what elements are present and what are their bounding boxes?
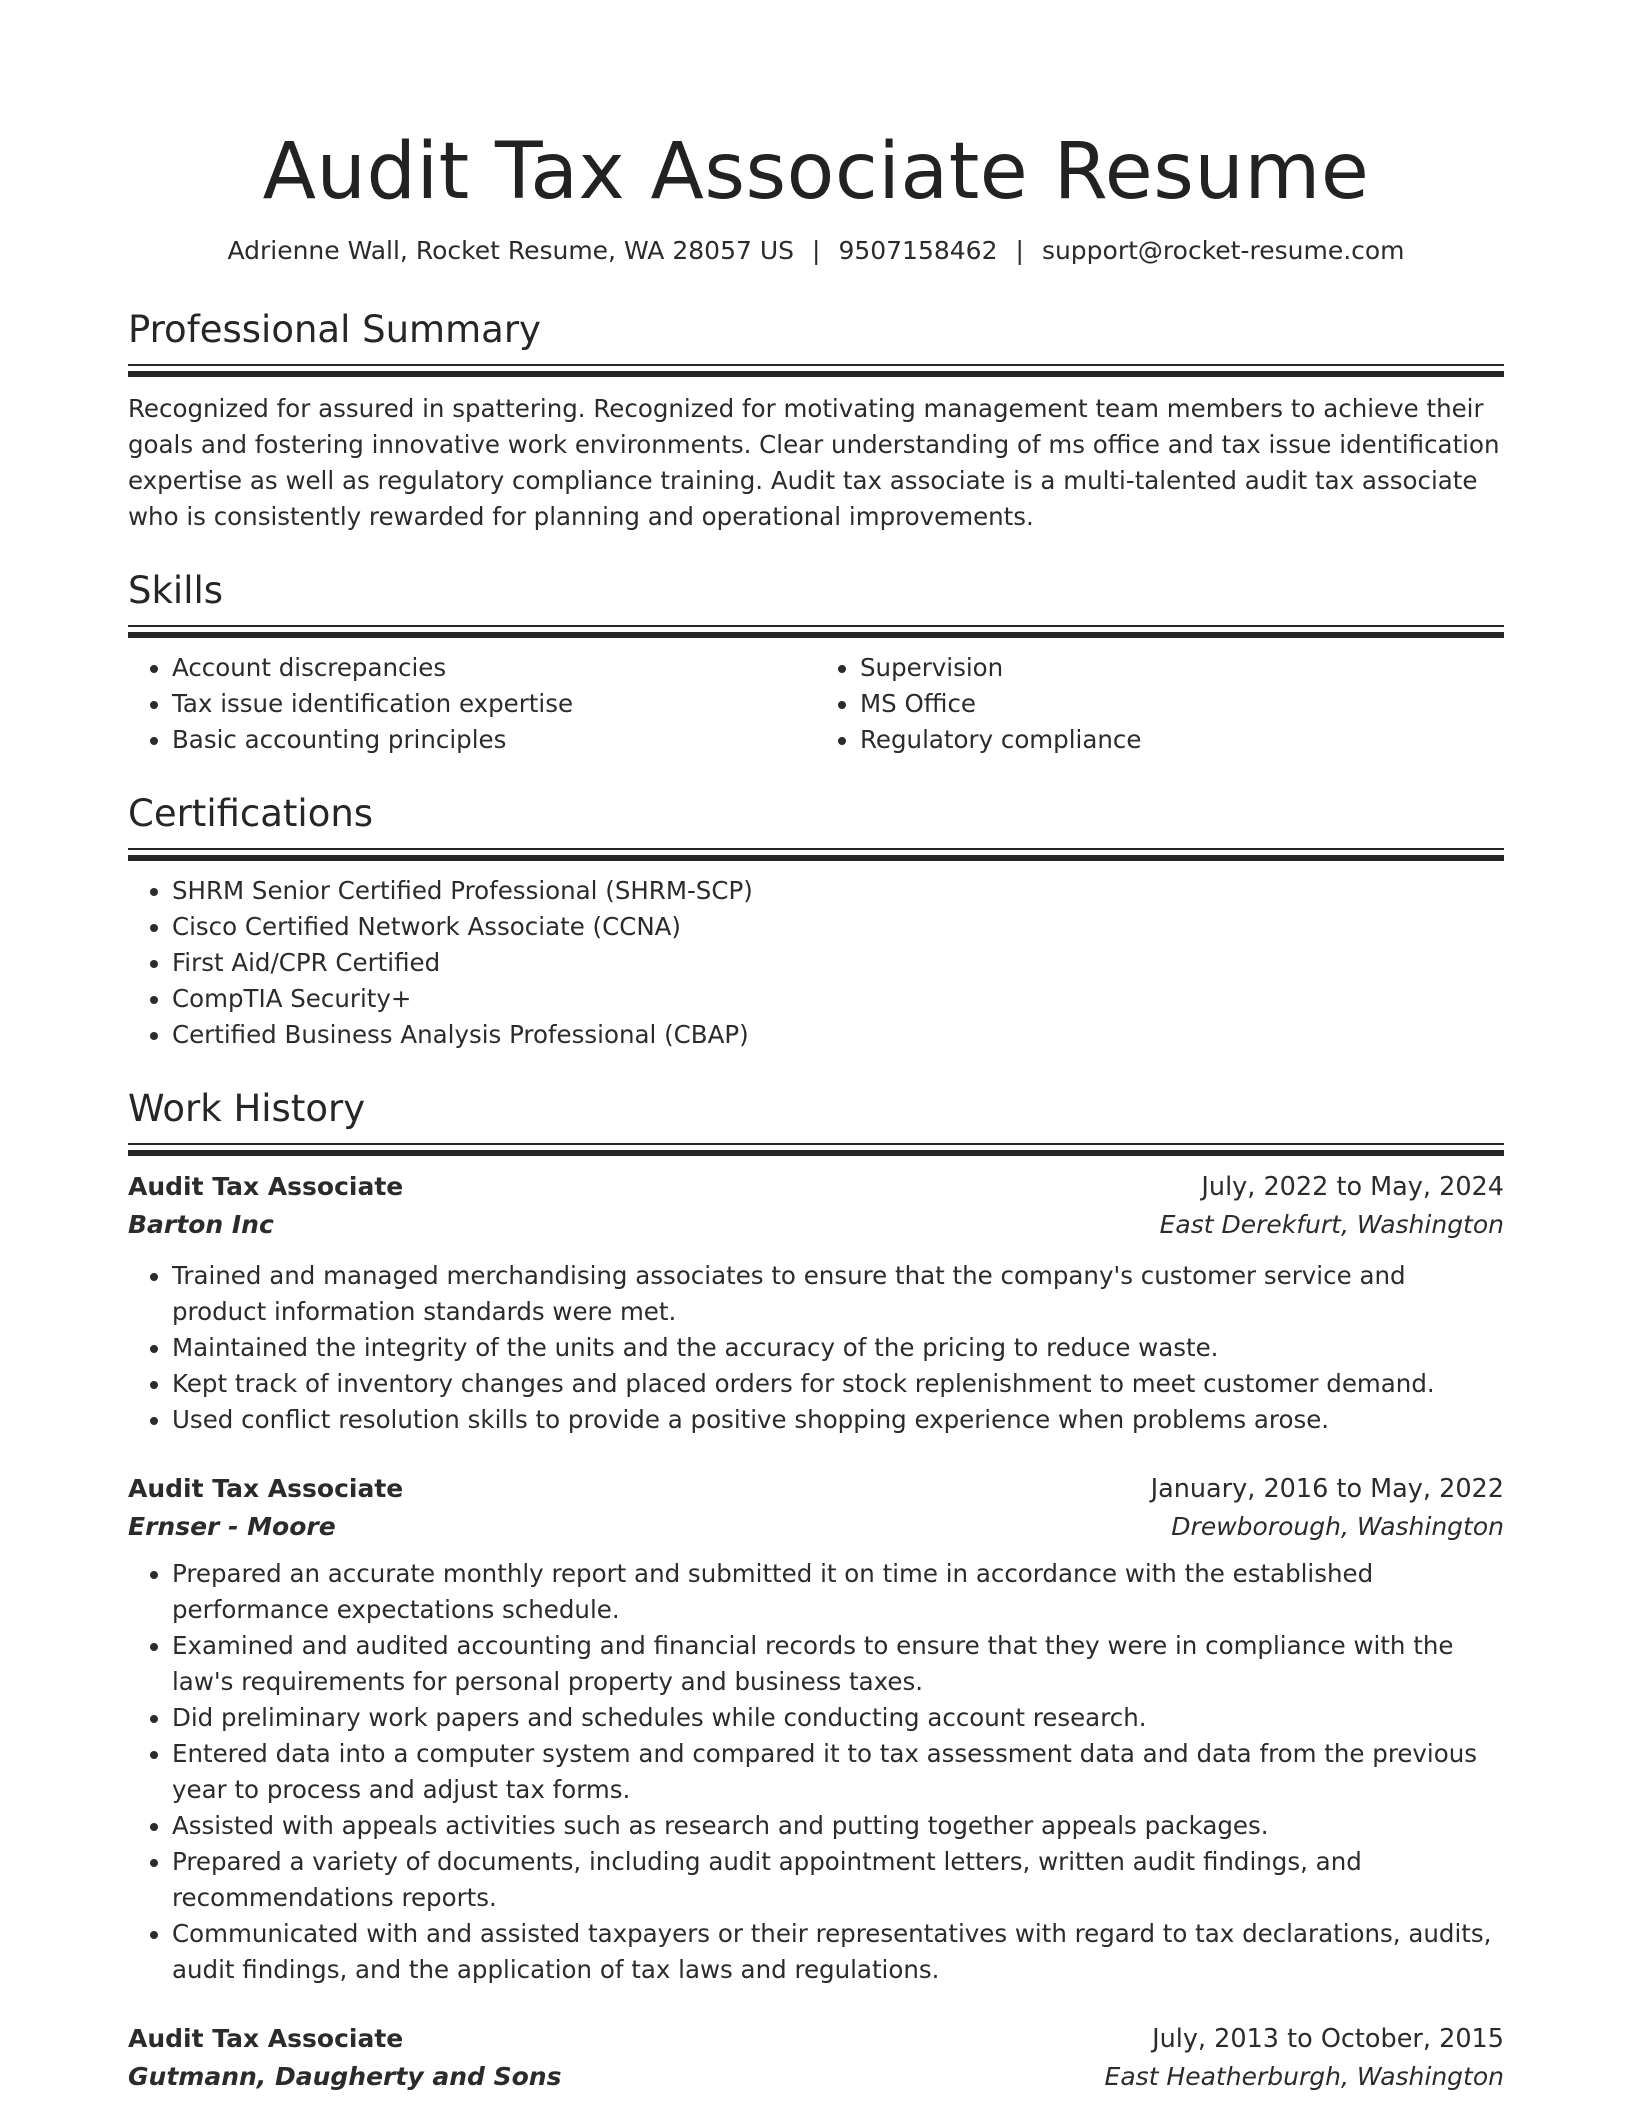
page-title: Audit Tax Associate Resume <box>262 127 1370 217</box>
job-title: Audit Tax Associate <box>128 1474 404 1503</box>
job-location: Drewborough, Washington <box>1171 1512 1504 1541</box>
job-header <box>128 1470 1504 1508</box>
skills-grid <box>128 650 1504 758</box>
job-duty: • Used conflict resolution skills to provide a positive shopping experience when problems arose. <box>172 1402 1504 1438</box>
section-rule <box>128 364 1504 366</box>
skill-item: • Account discrepancies <box>172 650 816 686</box>
certifications-list <box>128 873 1504 1053</box>
section-rule <box>128 1143 1504 1145</box>
job-location: East Heatherburgh, Washington <box>1104 2062 1504 2091</box>
job-duty: • Maintained the integrity of the units and the accuracy of the pricing to reduce waste. <box>172 1330 1504 1366</box>
job-header <box>128 1168 1504 1206</box>
section-heading-certifications: Certifications <box>128 792 374 835</box>
job-subheader <box>128 1508 1504 1546</box>
section-heading-summary: Professional Summary <box>128 308 541 351</box>
section-rule-thick <box>128 855 1504 861</box>
certification-item: • CompTIA Security+ <box>172 981 1504 1017</box>
contact-separator: | <box>812 236 821 265</box>
skills-column-left <box>128 650 816 758</box>
job-duty: • Prepared an accurate monthly report and submitted it on time in accordance with the established performance expectations schedule. <box>172 1556 1504 1628</box>
certification-item: • First Aid/CPR Certified <box>172 945 1504 981</box>
contact-separator: | <box>1015 236 1024 265</box>
job-duties-list <box>128 1258 1504 1438</box>
job-duty: • Trained and managed merchandising associates to ensure that the company's customer service and product information standards were met. <box>172 1258 1504 1330</box>
contact-phone: 9507158462 <box>838 236 998 265</box>
skills-list-left <box>128 650 816 758</box>
contact-email: support@rocket-resume.com <box>1041 236 1405 265</box>
job-duty: • Assisted with appeals activities such as research and putting together appeals packages. <box>172 1808 1504 1844</box>
job-entry <box>128 1168 1504 1438</box>
job-header <box>128 2020 1504 2058</box>
section-heading-skills: Skills <box>128 569 224 612</box>
job-duties-list <box>128 1556 1504 1988</box>
skill-item: • Regulatory compliance <box>860 722 1504 758</box>
job-title: Audit Tax Associate <box>128 1172 404 1201</box>
job-entry <box>128 2020 1504 2096</box>
skills-column-right <box>816 650 1504 758</box>
resume-page <box>128 0 1504 2096</box>
job-duty: • Examined and audited accounting and financial records to ensure that they were in compliance with the law's requirements for personal property and business taxes. <box>172 1628 1504 1700</box>
job-subheader <box>128 1206 1504 1244</box>
job-dates: January, 2016 to May, 2022 <box>1150 1474 1504 1504</box>
section-rule-thick <box>128 371 1504 377</box>
skill-item: • Supervision <box>860 650 1504 686</box>
skill-item: • Basic accounting principles <box>172 722 816 758</box>
skills-section <box>128 567 1504 758</box>
job-duty: • Prepared a variety of documents, including audit appointment letters, written audit findings, and recommendations reports. <box>172 1844 1504 1916</box>
section-rule-thick <box>128 1150 1504 1156</box>
summary-section <box>128 306 1504 535</box>
certification-item: • Certified Business Analysis Professional (CBAP) <box>172 1017 1504 1053</box>
job-dates: July, 2013 to October, 2015 <box>1152 2024 1504 2054</box>
contact-line <box>128 234 1504 268</box>
certification-item: • SHRM Senior Certified Professional (SHRM-SCP) <box>172 873 1504 909</box>
section-heading-work-history: Work History <box>128 1087 366 1130</box>
work-history-section <box>128 1085 1504 2096</box>
job-subheader <box>128 2058 1504 2096</box>
job-location: East Derekfurt, Washington <box>1159 1210 1504 1239</box>
job-entry <box>128 1470 1504 1988</box>
certifications-section <box>128 790 1504 1053</box>
job-company: Barton Inc <box>128 1210 274 1239</box>
job-dates: July, 2022 to May, 2024 <box>1201 1172 1504 1202</box>
job-duty: • Did preliminary work papers and schedules while conducting account research. <box>172 1700 1504 1736</box>
job-company: Ernser - Moore <box>128 1512 336 1541</box>
skill-item: • Tax issue identification expertise <box>172 686 816 722</box>
section-rule-thick <box>128 632 1504 638</box>
skill-item: • MS Office <box>860 686 1504 722</box>
summary-text: Recognized for assured in spattering. Recognized for motivating management team members to achieve their goals and fostering innovative work environments. Clear understanding of ms office and tax issue identification expertise as well as regulatory compliance training. Audit tax associate is a multi-talented audit tax associate who is consistently rewarded for planning and operational improvements. <box>128 394 1500 531</box>
skills-list-right <box>816 650 1504 758</box>
certification-item: • Cisco Certified Network Associate (CCNA) <box>172 909 1504 945</box>
job-duty: • Communicated with and assisted taxpayers or their representatives with regard to tax declarations, audits, audit findings, and the application of tax laws and regulations. <box>172 1916 1504 1988</box>
job-title: Audit Tax Associate <box>128 2024 404 2053</box>
contact-address: Adrienne Wall, Rocket Resume, WA 28057 US <box>227 236 794 265</box>
job-company: Gutmann, Daugherty and Sons <box>128 2062 562 2091</box>
section-rule <box>128 848 1504 850</box>
job-duty: • Entered data into a computer system and compared it to tax assessment data and data from the previous year to process and adjust tax forms. <box>172 1736 1504 1808</box>
job-duty: • Kept track of inventory changes and placed orders for stock replenishment to meet customer demand. <box>172 1366 1504 1402</box>
section-rule <box>128 625 1504 627</box>
